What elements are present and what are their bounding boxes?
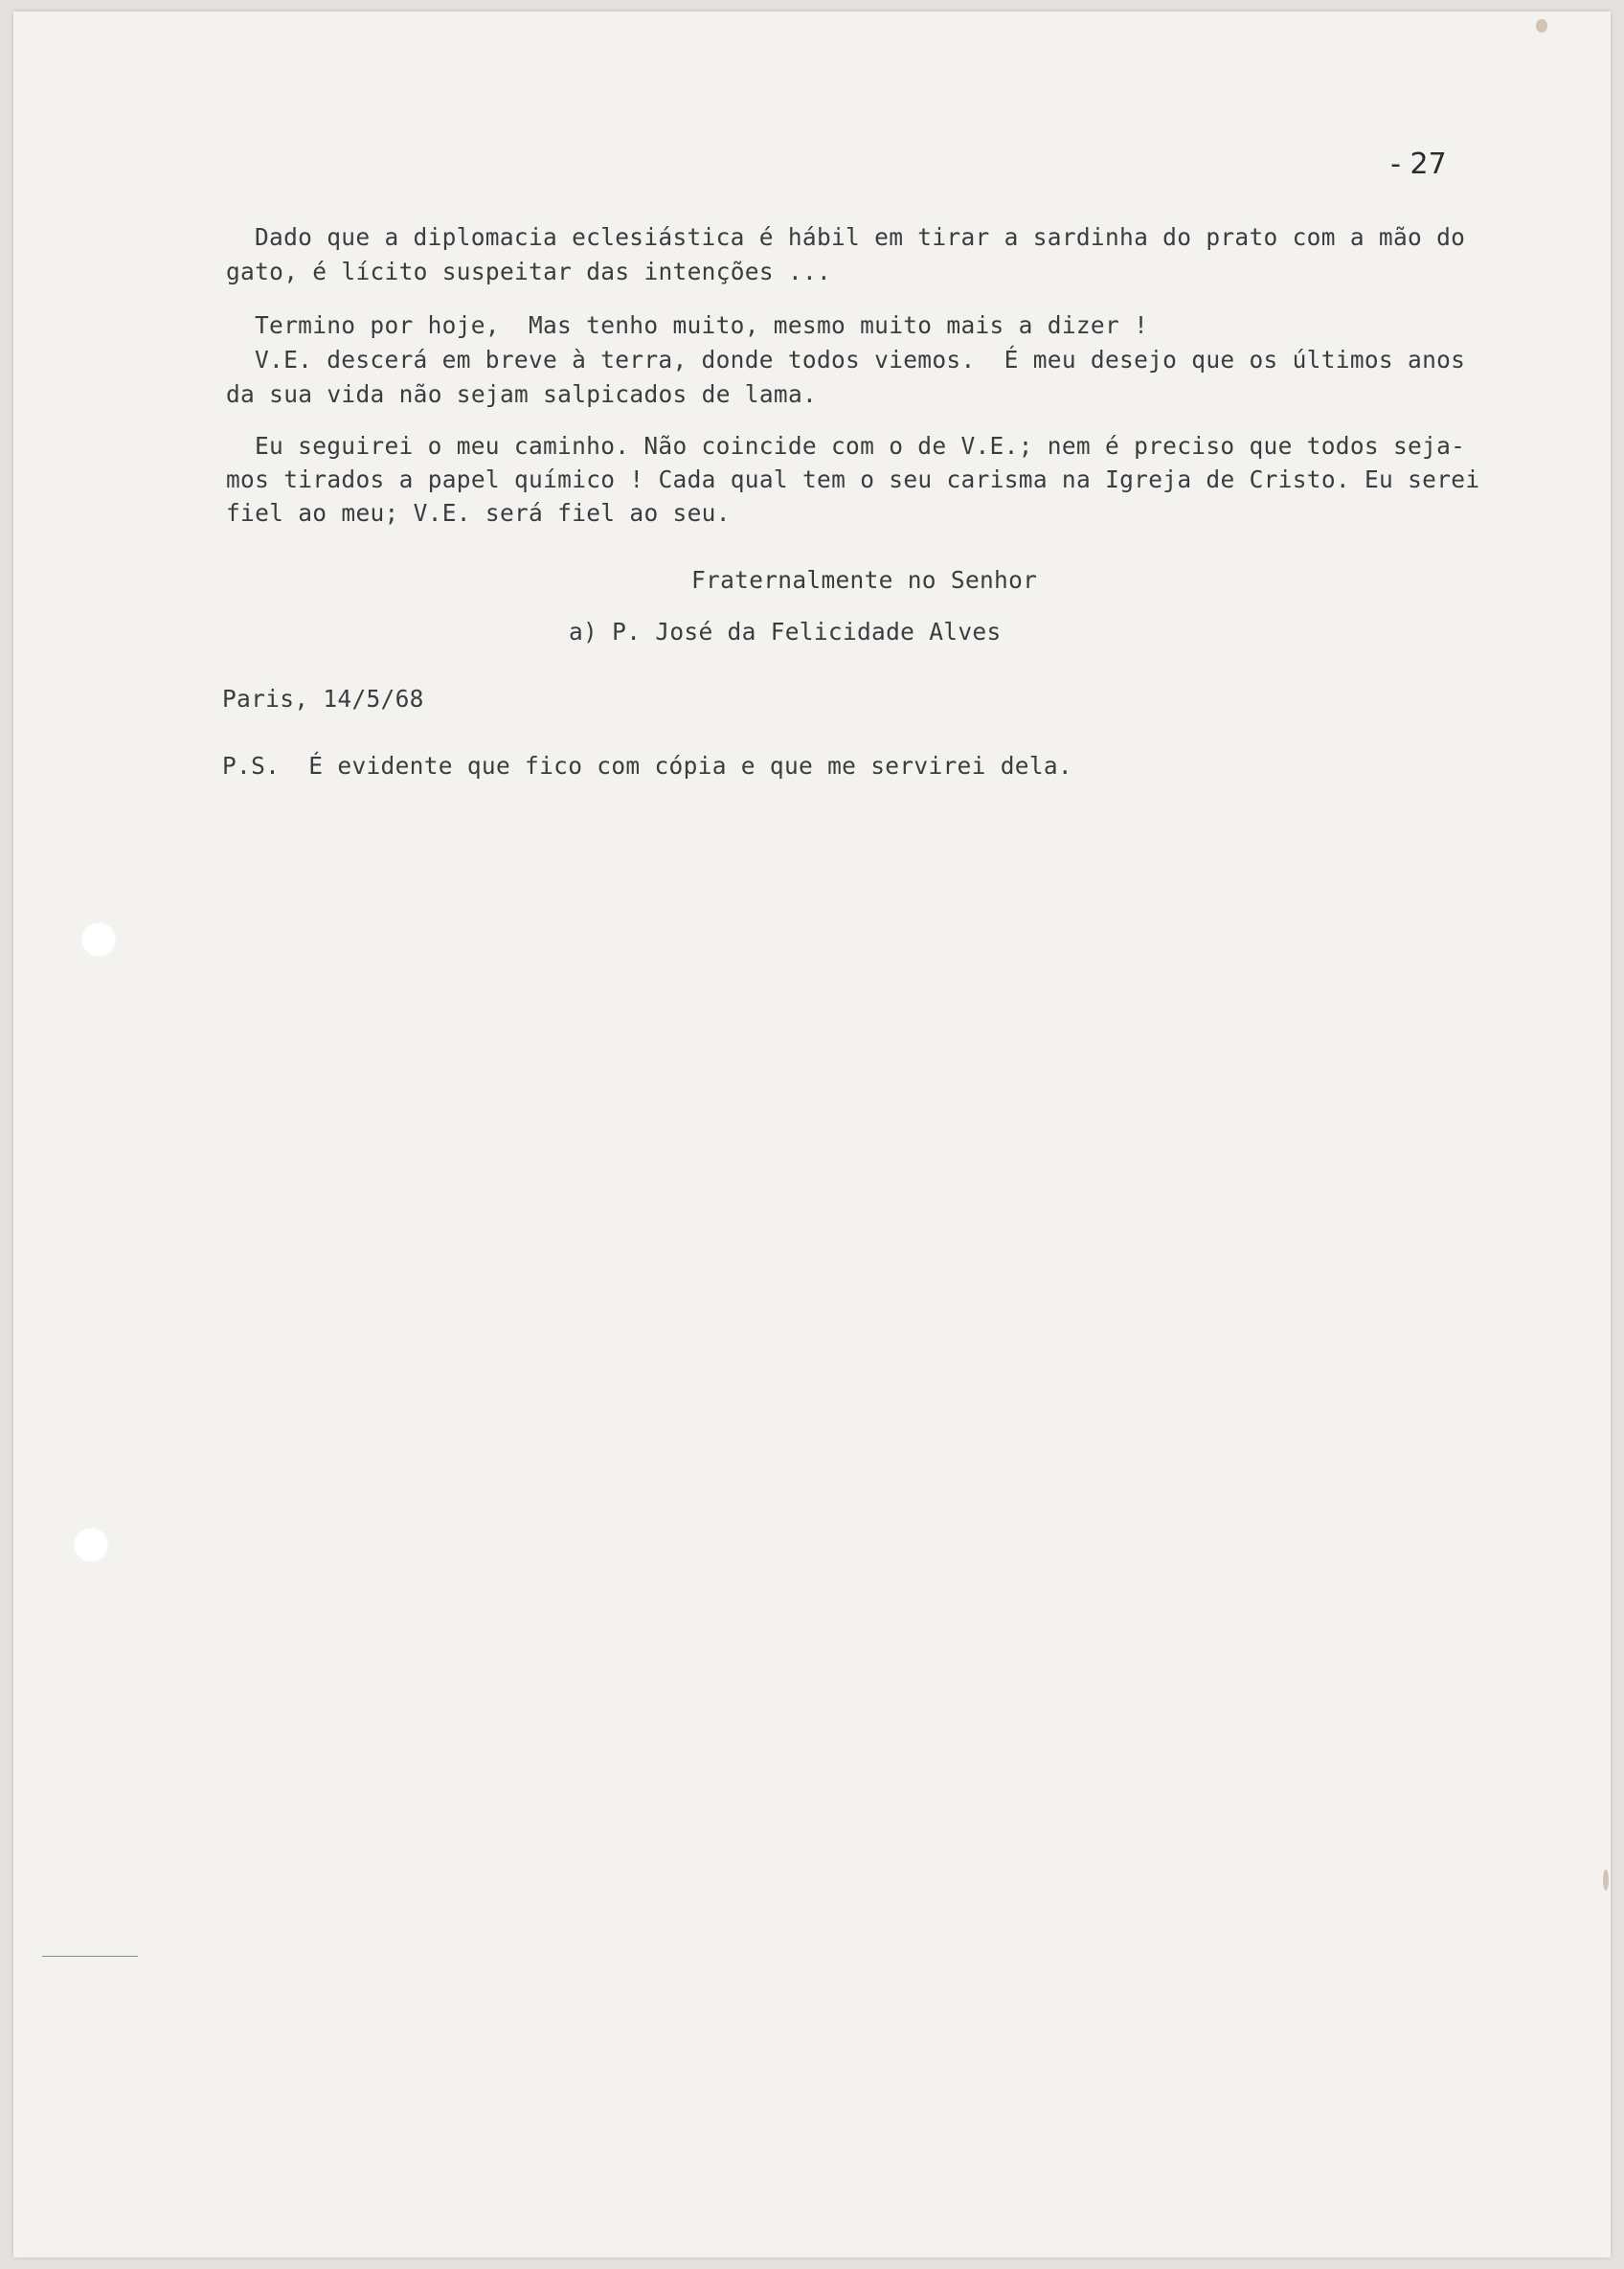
signature-line: a) P. José da Felicidade Alves [569, 618, 1002, 646]
document-page [13, 11, 1611, 2258]
postscript: P.S. É evidente que fico com cópia e que me servirei dela. [222, 752, 1072, 780]
closing-salutation: Fraternalmente no Senhor [691, 566, 1038, 594]
paragraph-1-line-1: Dado que a diplomacia eclesiástica é hábil em tirar a sardinha do prato com a mão do [255, 223, 1466, 251]
paper-stain [1603, 1870, 1609, 1891]
paragraph-2-line-2: V.E. descerá em breve à terra, donde todos viemos. É meu desejo que os últimos anos [255, 346, 1466, 374]
paragraph-2-line-1: Termino por hoje, Mas tenho muito, mesmo muito mais a dizer ! [255, 311, 1149, 339]
place-and-date: Paris, 14/5/68 [222, 685, 424, 713]
paragraph-3-line-2: mos tirados a papel químico ! Cada qual tem o seu carisma na Igreja de Cristo. Eu serei [226, 465, 1480, 493]
paragraph-3-line-1: Eu seguirei o meu caminho. Não coincide com o de V.E.; nem é preciso que todos seja- [255, 432, 1466, 460]
punch-hole-bottom [73, 1527, 109, 1563]
punch-hole-top [80, 921, 117, 958]
paragraph-2-line-3: da sua vida não sejam salpicados de lama. [226, 380, 818, 408]
paper-stain [1536, 19, 1547, 33]
page-number: - 27 [1390, 147, 1447, 181]
paragraph-1-line-2: gato, é lícito suspeitar das intenções ... [226, 258, 832, 285]
paragraph-3-line-3: fiel ao meu; V.E. será fiel ao seu. [226, 499, 731, 527]
pencil-mark [42, 1956, 138, 1957]
